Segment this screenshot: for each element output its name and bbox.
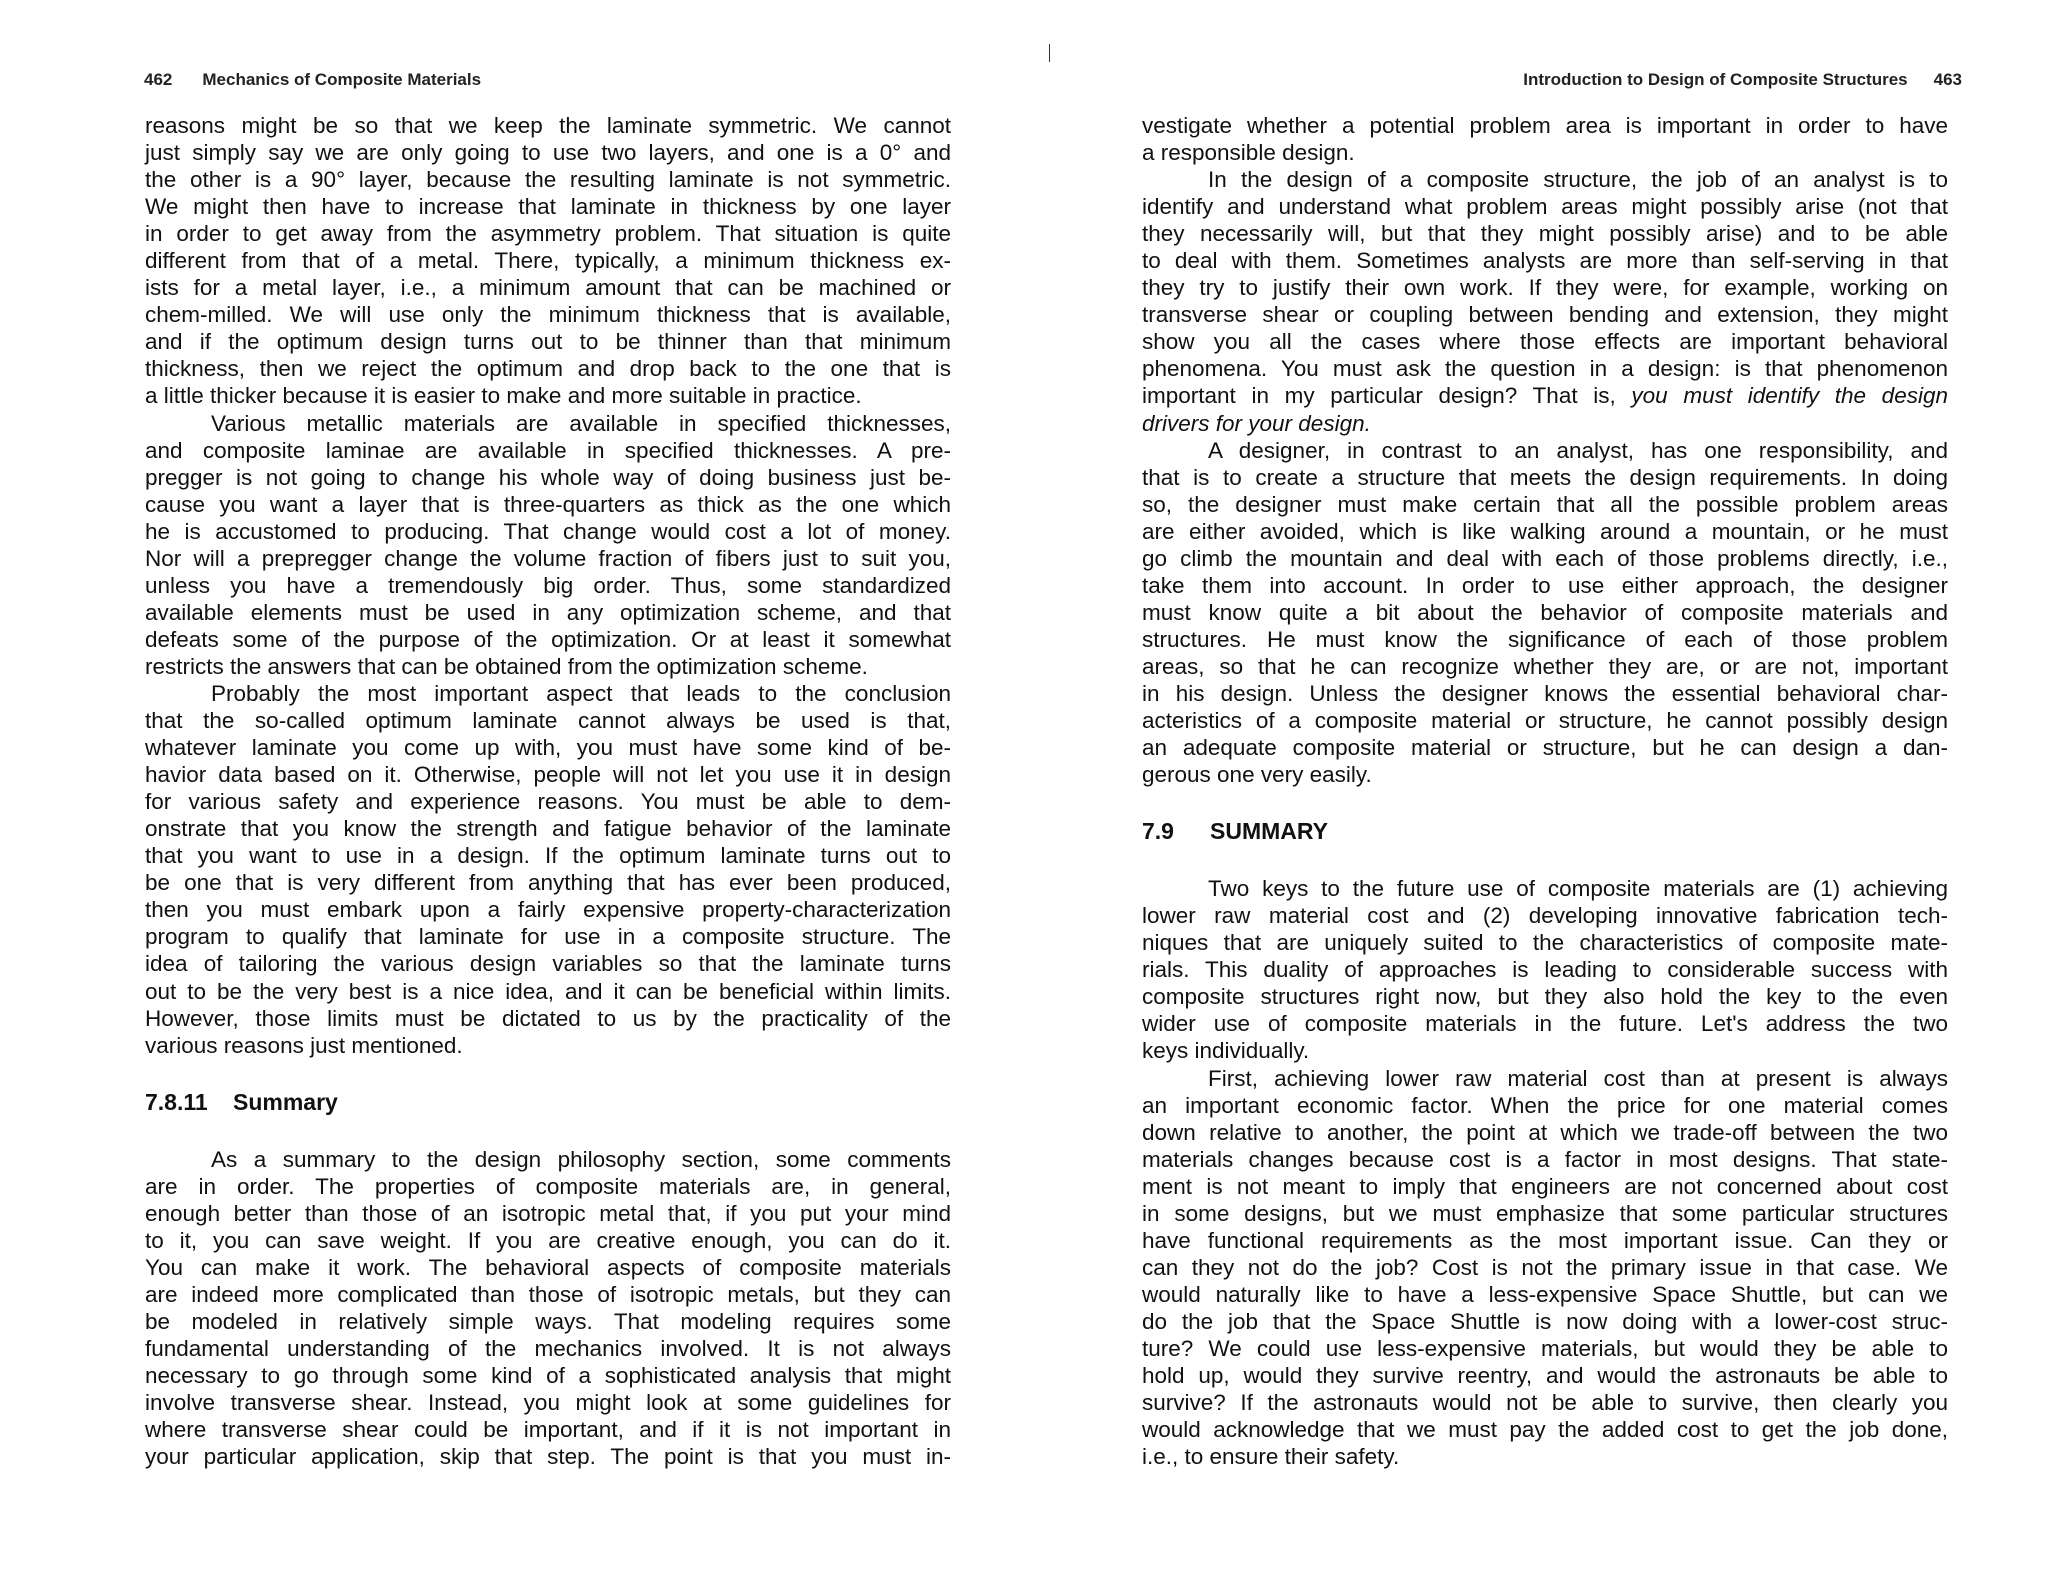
right-paragraph-4 [1142, 875, 1948, 1064]
text-line [1142, 1065, 1948, 1092]
text-line-content: As a summary to the design philosophy section, some comments [211, 1146, 951, 1172]
text-line [1142, 1362, 1948, 1389]
text-line [1142, 1443, 1948, 1470]
text-line [145, 1227, 951, 1254]
text-line-content: niques that are uniquely suited to the characteristics of composite mate- [1142, 930, 1948, 956]
text-line [1142, 1254, 1948, 1281]
text-line-content: lower raw material cost and (2) developing innovative fabrication tech- [1142, 903, 1948, 929]
text-line-content: do the job that the Space Shuttle is now doing with a lower-cost struc- [1142, 1308, 1948, 1334]
text-line-content: In the design of a composite structure, the job of an analyst is to [1208, 167, 1948, 193]
text-line-content: idea of tailoring the various design variables so that the laminate turns [145, 951, 951, 977]
text-line-content: and composite laminae are available in specified thicknesses. A pre- [145, 437, 951, 463]
text-line [145, 1308, 951, 1335]
text-line [1142, 1173, 1948, 1200]
right-paragraph-5 [1142, 1065, 1948, 1471]
text-line-content: unless you have a tremendously big order. Thus, some standardized [145, 572, 951, 598]
text-line-content: onstrate that you know the strength and fatigue behavior of the laminate [145, 816, 951, 842]
text-line-content: for various safety and experience reasons. You must be able to dem- [145, 789, 951, 815]
text-line-content: various reasons just mentioned. [145, 1032, 463, 1058]
text-line-content: program to qualify that laminate for use in a composite structure. The [145, 924, 951, 950]
text-line [1142, 1335, 1948, 1362]
text-line-content: areas, so that he can recognize whether they are, or are not, important [1142, 653, 1948, 679]
text-line [1142, 328, 1948, 355]
text-line [145, 301, 951, 328]
text-line [145, 815, 951, 842]
text-line-content: vestigate whether a potential problem area is important in order to have [1142, 113, 1948, 138]
text-line-content: would naturally like to have a less-expensive Space Shuttle, but can we [1142, 1281, 1948, 1307]
text-line [1142, 707, 1948, 734]
text-line [145, 220, 951, 247]
text-line [145, 1443, 951, 1470]
text-line-content: that the so-called optimum laminate cannot always be used is that, [145, 708, 951, 734]
text-line-content: have functional requirements as the most important issue. Can they or [1142, 1227, 1948, 1253]
left-column [145, 112, 951, 1470]
text-line [1142, 956, 1948, 983]
text-line [145, 978, 951, 1005]
text-line-content: take them into account. In order to use either approach, the designer [1142, 572, 1948, 598]
text-line [1142, 1037, 1948, 1064]
text-line [1142, 112, 1948, 139]
text-line-content: reasons might be so that we keep the laminate symmetric. We cannot [145, 113, 951, 138]
text-line [145, 545, 951, 572]
text-line [1142, 875, 1948, 902]
section-number-7-9: 7.9 [1142, 818, 1174, 845]
text-line [145, 1389, 951, 1416]
left-running-title: Mechanics of Composite Materials [202, 70, 482, 89]
text-line-content: wider use of composite materials in the future. Let's address the two [1142, 1011, 1948, 1037]
text-line [1142, 983, 1948, 1010]
text-line-content: he is accustomed to producing. That change would cost a lot of money. [145, 518, 951, 544]
text-line [145, 653, 951, 680]
text-line-content: are indeed more complicated than those of isotropic metals, but they can [145, 1281, 951, 1307]
text-line [145, 491, 951, 518]
right-page [1028, 0, 2048, 1582]
section-heading-7-9 [1142, 818, 1948, 845]
text-line-content: Probably the most important aspect that leads to the conclusion [211, 680, 951, 706]
text-line [1142, 247, 1948, 274]
text-line-content: in some designs, but we must emphasize that some particular structures [1142, 1200, 1948, 1226]
text-line [145, 410, 951, 437]
section-title: Summary [233, 1088, 338, 1115]
text-line [145, 788, 951, 815]
text-line-content: identify and understand what problem areas might possibly arise (not that [1142, 194, 1948, 220]
text-line-content: survive? If the astronauts would not be able to survive, then clearly you [1142, 1390, 1948, 1416]
left-running-head [144, 70, 481, 90]
text-line-content: thickness, then we reject the optimum and drop back to the one that is [145, 356, 951, 382]
emphasis-text: you must identify the design [1631, 383, 1948, 409]
text-line [145, 626, 951, 653]
text-line [145, 761, 951, 788]
text-line [1142, 734, 1948, 761]
text-line-content: acteristics of a composite material or structure, he cannot possibly design [1142, 708, 1948, 734]
text-line-content: A designer, in contrast to an analyst, has one responsibility, and [1208, 437, 1948, 463]
text-line-content: necessary to go through some kind of a sophisticated analysis that might [145, 1363, 951, 1389]
text-line [1142, 761, 1948, 788]
text-line-content: cause you want a layer that is three-quarters as thick as the one which [145, 491, 951, 517]
text-line-content: be modeled in relatively simple ways. That modeling requires some [145, 1308, 951, 1334]
text-line-content: a little thicker because it is easier to make and more suitable in practice. [145, 383, 862, 409]
text-line [1142, 1227, 1948, 1254]
text-line [1142, 274, 1948, 301]
emphasis-text: drivers for your design. [1142, 410, 1371, 436]
text-line [1142, 599, 1948, 626]
text-line [145, 1281, 951, 1308]
text-line [145, 896, 951, 923]
text-line-content: an important economic factor. When the price for one material comes [1142, 1092, 1948, 1118]
text-line-content: transverse shear or coupling between bending and extension, they might [1142, 302, 1948, 328]
text-line-content: materials changes because cost is a factor in most designs. That state- [1142, 1146, 1948, 1172]
text-line-content: gerous one very easily. [1142, 762, 1372, 788]
text-line [145, 1416, 951, 1443]
text-line-content: in his design. Unless the designer knows the essential behavioral char- [1142, 680, 1948, 706]
text-line [145, 572, 951, 599]
text-line [1142, 518, 1948, 545]
text-line-content: ists for a metal layer, i.e., a minimum amount that can be machined or [145, 275, 951, 301]
text-line [145, 869, 951, 896]
text-line [1142, 1146, 1948, 1173]
text-line-content: they necessarily will, but that they might possibly arise) and to be able [1142, 221, 1948, 247]
text-line-content: to deal with them. Sometimes analysts are more than self-serving in that [1142, 248, 1948, 274]
text-line [145, 950, 951, 977]
text-line [145, 1032, 951, 1059]
text-line [1142, 193, 1948, 220]
text-line [145, 734, 951, 761]
text-line-content: restricts the answers that can be obtained from the optimization scheme. [145, 653, 868, 679]
text-line [145, 1146, 951, 1173]
text-line-content: Nor will a prepregger change the volume fraction of fibers just to suit you, [145, 545, 951, 571]
text-line [145, 1005, 951, 1032]
text-line [145, 193, 951, 220]
text-line [1142, 355, 1948, 382]
text-line-content: go climb the mountain and deal with each of those problems directly, i.e., [1142, 545, 1948, 571]
text-line-content: structures. He must know the significance of each of those problem [1142, 626, 1948, 652]
text-line [145, 1254, 951, 1281]
text-line-content: out to be the very best is a nice idea, and it can be beneficial within limits. [145, 978, 951, 1004]
text-line-content: involve transverse shear. Instead, you might look at some guidelines for [145, 1390, 951, 1416]
text-line [1142, 437, 1948, 464]
text-line [1142, 1119, 1948, 1146]
text-line [145, 274, 951, 301]
section-title-7-9: SUMMARY [1210, 818, 1328, 845]
text-line-content: Various metallic materials are available in specified thicknesses, [211, 410, 951, 436]
text-line-content: fundamental understanding of the mechanics involved. It is not always [145, 1335, 951, 1361]
text-line [1142, 1389, 1948, 1416]
text-line [145, 464, 951, 491]
text-line-content: be one that is very different from anything that has ever been produced, [145, 870, 951, 896]
text-line [145, 328, 951, 355]
text-line [1142, 1308, 1948, 1335]
text-line-content: your particular application, skip that step. The point is that you must in- [145, 1444, 951, 1470]
text-line-content: You can make it work. The behavioral aspects of composite materials [145, 1254, 951, 1280]
text-line-content: that is to create a structure that meets the design requirements. In doing [1142, 464, 1948, 490]
text-line [1142, 491, 1948, 518]
text-line [1142, 220, 1948, 247]
text-line-content: an adequate composite material or structure, but he can design a dan- [1142, 735, 1948, 761]
text-line [1142, 902, 1948, 929]
text-line [145, 842, 951, 869]
text-line [1142, 139, 1948, 166]
text-line-content: so, the designer must make certain that all the possible problem areas [1142, 491, 1948, 517]
text-line [1142, 680, 1948, 707]
section-number: 7.8.11 [145, 1088, 208, 1115]
text-line [145, 1173, 951, 1200]
left-paragraph-1 [145, 112, 951, 410]
text-line-content: important in my particular design? That is, [1142, 383, 1616, 409]
text-line-content: composite structures right now, but they also hold the key to the even [1142, 984, 1948, 1010]
text-line-content: are either avoided, which is like walking around a mountain, or he must [1142, 518, 1948, 544]
text-line-content: We might then have to increase that laminate in thickness by one layer [145, 194, 951, 220]
text-line-content: that you want to use in a design. If the optimum laminate turns out to [145, 843, 951, 869]
right-paragraph-1 [1142, 112, 1948, 166]
text-line [1142, 1200, 1948, 1227]
text-line [1142, 653, 1948, 680]
text-line-content: can they not do the job? Cost is not the primary issue in that case. We [1142, 1254, 1948, 1280]
text-line [145, 382, 951, 409]
text-line-content: and if the optimum design turns out to be thinner than that minimum [145, 329, 951, 355]
text-line-content: in order to get away from the asymmetry problem. That situation is quite [145, 221, 951, 247]
right-running-title: Introduction to Design of Composite Structures [1523, 70, 1908, 89]
text-line-content: phenomena. You must ask the question in a design: is that phenomenon [1142, 356, 1948, 382]
text-line [145, 247, 951, 274]
text-line-content: First, achieving lower raw material cost than at present is always [1208, 1065, 1948, 1091]
text-line-content: available elements must be used in any optimization scheme, and that [145, 599, 951, 625]
text-line [145, 1335, 951, 1362]
right-paragraph-3 [1142, 437, 1948, 789]
text-line [145, 1200, 951, 1227]
text-line-content: are in order. The properties of composite materials are, in general, [145, 1173, 951, 1199]
text-line [1142, 626, 1948, 653]
text-line [145, 707, 951, 734]
text-line-content: hold up, would they survive reentry, and would the astronauts be able to [1142, 1363, 1948, 1389]
text-line [145, 680, 951, 707]
text-line-content: whatever laminate you come up with, you must have some kind of be- [145, 735, 951, 761]
text-line [145, 923, 951, 950]
right-page-number: 463 [1933, 70, 1962, 89]
text-line [1142, 1416, 1948, 1443]
text-line-content: a responsible design. [1142, 140, 1355, 166]
text-line [1142, 382, 1948, 409]
left-page-number: 462 [144, 70, 173, 89]
text-line-content: where transverse shear could be important, and if it is not important in [145, 1417, 951, 1443]
text-line [145, 166, 951, 193]
text-line-content: enough better than those of an isotropic metal that, if you put your mind [145, 1200, 951, 1226]
text-line-content: chem-milled. We will use only the minimum thickness that is available, [145, 302, 951, 328]
text-line-content: However, those limits must be dictated to us by the practicality of the [145, 1005, 951, 1031]
text-line [1142, 301, 1948, 328]
text-line-content: different from that of a metal. There, typically, a minimum thickness ex- [145, 248, 951, 274]
text-line-content: they try to justify their own work. If they were, for example, working on [1142, 275, 1948, 301]
text-line-content: then you must embark upon a fairly expensive property-characterization [145, 897, 951, 923]
text-line-content: i.e., to ensure their safety. [1142, 1444, 1400, 1470]
text-line [1142, 464, 1948, 491]
text-line-content: must know quite a bit about the behavior of composite materials and [1142, 599, 1948, 625]
text-line [1142, 572, 1948, 599]
text-line-content: rials. This duality of approaches is leading to considerable success with [1142, 957, 1948, 983]
text-line [145, 1362, 951, 1389]
text-line [1142, 1281, 1948, 1308]
left-paragraph-4 [145, 1146, 951, 1471]
text-line [1142, 545, 1948, 572]
text-line [145, 112, 951, 139]
text-line-content: show you all the cases where those effects are important behavioral [1142, 329, 1948, 355]
text-line-content: ture? We could use less-expensive materials, but would they be able to [1142, 1335, 1948, 1361]
left-paragraph-2 [145, 410, 951, 680]
text-line-content: defeats some of the purpose of the optimization. Or at least it somewhat [145, 626, 951, 652]
left-page [0, 0, 1020, 1582]
text-line-content: would acknowledge that we must pay the added cost to get the job done, [1142, 1417, 1948, 1443]
text-line-content: havior data based on it. Otherwise, people will not let you use it in design [145, 762, 951, 788]
text-line [1142, 166, 1948, 193]
text-line-content: just simply say we are only going to use two layers, and one is a 0° and [145, 140, 951, 166]
text-line [1142, 1010, 1948, 1037]
text-line-content: keys individually. [1142, 1038, 1310, 1064]
right-paragraph-2 [1142, 166, 1948, 436]
left-paragraph-3 [145, 680, 951, 1059]
text-line-content: to it, you can save weight. If you are creative enough, you can do it. [145, 1227, 951, 1253]
right-column [1142, 112, 1948, 1470]
right-running-head [1156, 70, 1962, 90]
text-line-content: down relative to another, the point at which we trade-off between the two [1142, 1119, 1948, 1145]
text-line-content: the other is a 90° layer, because the resulting laminate is not symmetric. [145, 167, 951, 193]
text-line [1142, 1092, 1948, 1119]
text-line [1142, 929, 1948, 956]
text-line [1142, 410, 1948, 437]
text-line-content: Two keys to the future use of composite materials are (1) achieving [1208, 876, 1948, 902]
text-line [145, 437, 951, 464]
text-line [145, 139, 951, 166]
text-line [145, 355, 951, 382]
text-line-content: ment is not meant to imply that engineers are not concerned about cost [1142, 1173, 1948, 1199]
section-heading-7-8-11 [145, 1089, 951, 1116]
text-line [145, 518, 951, 545]
text-line [145, 599, 951, 626]
text-line-content: pregger is not going to change his whole way of doing business just be- [145, 464, 951, 490]
